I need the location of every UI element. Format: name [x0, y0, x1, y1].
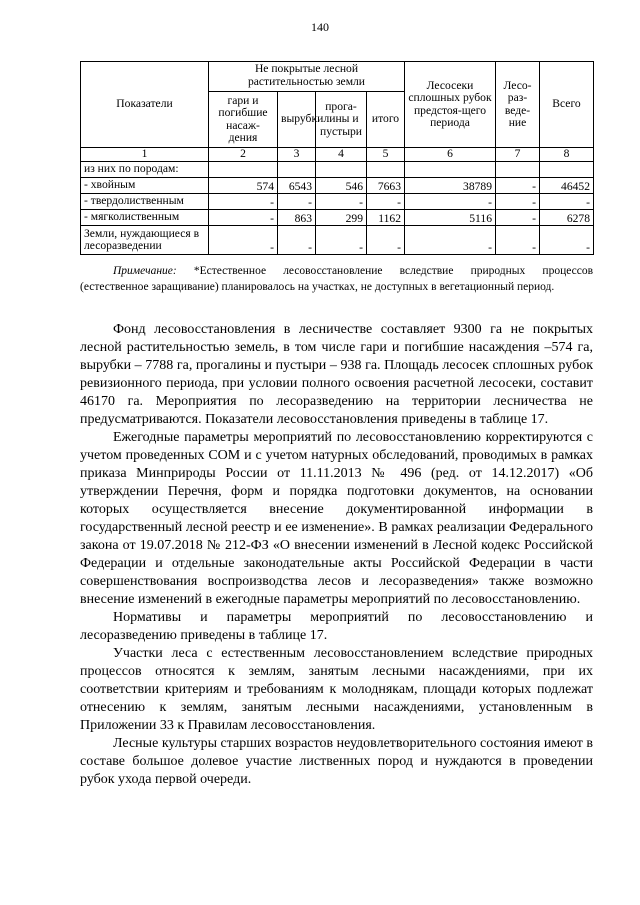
table-cell: - — [496, 194, 540, 210]
page-number: 140 — [311, 20, 329, 34]
table-row — [81, 178, 594, 194]
paragraph: Фонд лесовосстановления в лесничестве составляет 9300 га не покрытых лесной растительностью земель, в том числе гари и погибшие насаждения –574 га, вырубки – 7788 га, прогалины и пустыри – 938 га. Площадь лесосек сплошных рубок ревизионного периода, при условии полного освоения расчетной лесосеки, составит 46170 га. Мероприятия по лесоразведению на территории лесничества не предусматриваются. Показатели лесовосстановления приведены в таблице 17. — [80, 322, 593, 427]
table-row — [81, 194, 594, 210]
note-text: *Естественное лесовосстановление вследствие природных процессов (естественное заращивание) планировалось на участках, не доступных в вегетационный период. — [80, 265, 593, 294]
table-cell — [367, 162, 405, 178]
col-number: 3 — [278, 148, 316, 162]
table-cell: - — [496, 226, 540, 255]
col-number: 2 — [209, 148, 278, 162]
header-subtotal: итого — [367, 92, 405, 148]
table-cell: - — [278, 194, 316, 210]
table-row — [81, 162, 594, 178]
table-cell: - — [367, 226, 405, 255]
table-cell: - — [540, 194, 594, 210]
table-cell — [496, 162, 540, 178]
body-text — [80, 321, 593, 789]
row-label: из них по породам: — [81, 162, 209, 178]
header-glades: прога-лины и пустыри — [316, 92, 367, 148]
col-number: 7 — [496, 148, 540, 162]
table-cell: - — [316, 226, 367, 255]
table-row — [81, 210, 594, 226]
table-cell — [209, 162, 278, 178]
header-burns: гари и погибшие насаж-дения — [209, 92, 278, 148]
table-cell: - — [209, 194, 278, 210]
table-cell: 546 — [316, 178, 367, 194]
table-cell: 299 — [316, 210, 367, 226]
table-cell: - — [367, 194, 405, 210]
paragraph: Участки леса с естественным лесовосстановлением вследствие природных процессов относятся к землям, занятым лесными насаждениями, при их соответствии критериям и требованиям к молоднякам, площади которых подлежат отнесению к землям, занятым лесными насаждениями, установленным в Приложении 33 к Правилам лесовосстановления. — [80, 646, 593, 733]
table-cell — [278, 162, 316, 178]
table-cell: 863 — [278, 210, 316, 226]
table-cell: - — [209, 210, 278, 226]
col-number: 5 — [367, 148, 405, 162]
table-cell: 6543 — [278, 178, 316, 194]
table-cell — [316, 162, 367, 178]
header-clear-cut-areas: Лесосеки сплошных рубок предстоя-щего периода — [405, 62, 496, 148]
col-number: 6 — [405, 148, 496, 162]
table-cell — [405, 162, 496, 178]
table-cell: 5116 — [405, 210, 496, 226]
table-cell: 6278 — [540, 210, 594, 226]
header-clearings: вырубки — [278, 92, 316, 148]
row-label: - мягколиственным — [81, 210, 209, 226]
table-row — [81, 226, 594, 255]
table-cell: 7663 — [367, 178, 405, 194]
header-total-all: Всего — [540, 62, 594, 148]
table-cell: - — [405, 226, 496, 255]
header-indicators: Показатели — [81, 62, 209, 148]
table-cell: - — [405, 194, 496, 210]
table-cell — [540, 162, 594, 178]
table-cell: 46452 — [540, 178, 594, 194]
table-cell: 1162 — [367, 210, 405, 226]
table-cell: - — [209, 226, 278, 255]
row-label: - хвойным — [81, 178, 209, 194]
header-not-covered-lands: Не покрытые лесной растительностью земли — [209, 62, 405, 92]
table-cell: - — [496, 210, 540, 226]
forest-restoration-table — [80, 61, 594, 255]
note-label: Примечание: — [113, 265, 177, 277]
table-cell: - — [496, 178, 540, 194]
col-number: 4 — [316, 148, 367, 162]
row-label: - твердолиственным — [81, 194, 209, 210]
paragraph: Ежегодные параметры мероприятий по лесовосстановлению корректируются с учетом проведенных СОМ и с учетом натурных обследований, проводимых в рамках приказа Минприроды России от 11.11.2013 № 496 (ред. от 14.12.2017) «Об утверждении Перечня, форм и порядка подготовки документов, на основании которых осуществляется внесение документированной информации в государственный лесной реестр и ее изменение». В рамках реализации Федерального закона от 19.07.2018 № 212-ФЗ «О внесении изменений в Лесной кодекс Российской Федерации и отдельные законодательные акты Российской Федерации в части совершенствования воспроизводства лесов и лесоразведения» также возможно внесение изменений в ежегодные параметры мероприятий по лесовосстановлению. — [80, 430, 593, 607]
paragraph: Нормативы и параметры мероприятий по лесовосстановлению и лесоразведению приведены в таблице 17. — [80, 610, 593, 643]
table-cell: - — [540, 226, 594, 255]
table-cell: - — [316, 194, 367, 210]
col-number: 1 — [81, 148, 209, 162]
col-number: 8 — [540, 148, 594, 162]
table-cell: - — [278, 226, 316, 255]
row-label: Земли, нуждающиеся в лесоразведении — [81, 226, 209, 255]
header-afforestation: Лесо-раз-веде-ние — [496, 62, 540, 148]
table-note — [80, 263, 593, 296]
table-cell: 38789 — [405, 178, 496, 194]
table-cell: 574 — [209, 178, 278, 194]
paragraph: Лесные культуры старших возрастов неудовлетворительного состояния имеют в составе большое долевое участие лиственных пород и нуждаются в проведении рубок ухода первой очереди. — [80, 736, 593, 787]
